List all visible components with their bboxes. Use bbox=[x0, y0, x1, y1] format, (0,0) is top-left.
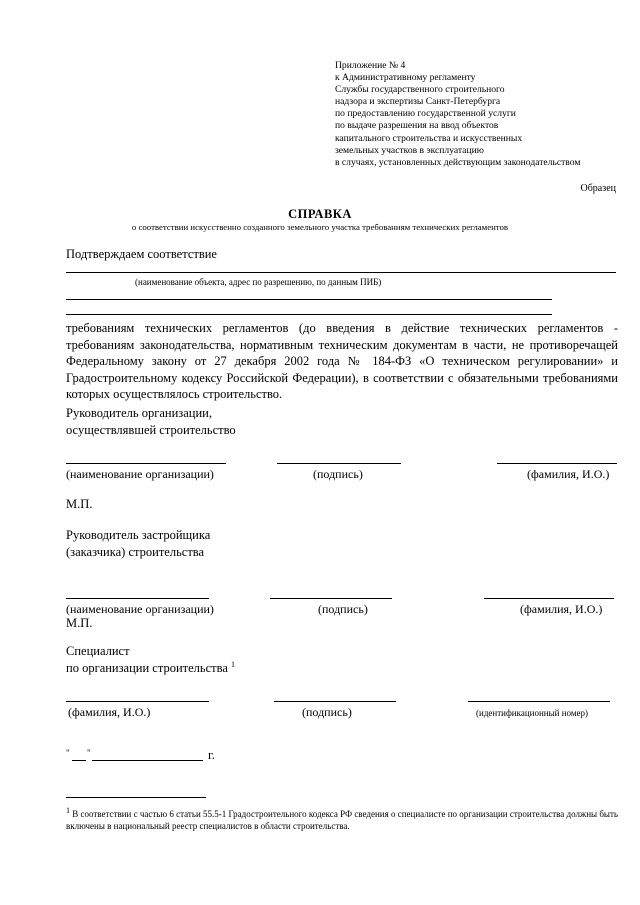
specialist-sign-hint: (подпись) bbox=[302, 705, 352, 719]
developer-sign-hint: (подпись) bbox=[318, 602, 368, 616]
builder-org-hint: (наименование организации) bbox=[66, 467, 214, 481]
confirm-text: Подтверждаем соответствие bbox=[66, 247, 217, 261]
specialist-name-hint: (фамилия, И.О.) bbox=[68, 705, 151, 719]
specialist-label-text: по организации строительства bbox=[66, 661, 228, 676]
builder-head-label-1: Руководитель организации, bbox=[66, 406, 212, 420]
specialist-name-line[interactable] bbox=[66, 701, 209, 702]
appendix-line: по предоставлению государственной услуги bbox=[335, 108, 516, 120]
developer-head-label-2: (заказчика) строительства bbox=[66, 545, 205, 559]
object-name-line-3[interactable] bbox=[66, 314, 552, 315]
appendix-line: надзора и экспертизы Санкт-Петербурга bbox=[335, 96, 501, 108]
object-name-line[interactable] bbox=[66, 272, 616, 273]
builder-head-label-2: осуществлявшей строительство bbox=[66, 423, 236, 437]
builder-sign-line[interactable] bbox=[277, 463, 401, 464]
builder-name-line[interactable] bbox=[497, 463, 617, 464]
specialist-label-1: Специалист bbox=[66, 644, 130, 658]
developer-sign-line[interactable] bbox=[270, 598, 392, 599]
appendix-line: к Административному регламенту bbox=[335, 72, 476, 84]
date-close-quote: " bbox=[87, 748, 91, 758]
appendix-line: по выдаче разрешения на ввод объектов bbox=[335, 120, 499, 132]
builder-stamp: М.П. bbox=[66, 497, 93, 511]
object-hint: (наименование объекта, адрес по разрешению, по данным ПИБ) bbox=[135, 277, 382, 287]
developer-org-hint: (наименование организации) bbox=[66, 602, 214, 616]
footnote-reference: 1 bbox=[231, 660, 236, 669]
specialist-label-2 bbox=[66, 660, 235, 676]
footnote-text: В соответствии с частью 6 статьи 55.5-1 Градостроительного кодекса РФ сведения о специалисте по организации строительства должны быть включены в национальный реестр специалистов в области строительства. bbox=[66, 809, 618, 831]
appendix-line: Приложение № 4 bbox=[335, 60, 406, 71]
developer-stamp: М.П. bbox=[66, 616, 93, 630]
footnote bbox=[66, 805, 622, 832]
developer-name-hint: (фамилия, И.О.) bbox=[520, 602, 603, 616]
builder-sign-hint: (подпись) bbox=[313, 467, 363, 481]
date-day-line[interactable] bbox=[72, 760, 86, 761]
specialist-sign-line[interactable] bbox=[274, 701, 396, 702]
footnote-mark: 1 bbox=[66, 806, 70, 815]
builder-org-line[interactable] bbox=[66, 463, 226, 464]
builder-name-hint: (фамилия, И.О.) bbox=[527, 467, 610, 481]
developer-org-line[interactable] bbox=[66, 598, 209, 599]
appendix-line: земельных участков в эксплуатацию bbox=[335, 144, 484, 156]
appendix-line: в случаях, установленных действующим законодательством bbox=[335, 156, 581, 168]
date-year-suffix: г. bbox=[208, 748, 215, 762]
developer-name-line[interactable] bbox=[484, 598, 614, 599]
object-name-line-2[interactable] bbox=[66, 299, 552, 300]
main-paragraph: требованиям технических регламентов (до введения в действие технических регламентов - требованиям законодательства, нормативным техническим документам в части, не противоречащей Федеральному закону от 27 декабря 2002 года № 184-ФЗ «О техническом регулировании» и Градостроительному кодексу Российской Федерации), в соответствии с обязательными требованиями которых осуществлялось строительство. bbox=[66, 321, 618, 402]
specialist-id-line[interactable] bbox=[468, 701, 610, 702]
date-month-line[interactable] bbox=[92, 760, 203, 761]
document-subtitle: о соответствии искусственно созданного земельного участка требованиям технических регламентов bbox=[131, 222, 509, 232]
appendix-header bbox=[335, 60, 635, 169]
footnote-separator bbox=[66, 797, 206, 798]
appendix-line: Службы государственного строительного bbox=[335, 84, 505, 96]
date-open-quote: " bbox=[66, 748, 70, 758]
specialist-id-hint: (идентификационный номер) bbox=[476, 708, 589, 718]
developer-head-label-1: Руководитель застройщика bbox=[66, 528, 211, 542]
sample-label: Образец bbox=[580, 183, 616, 194]
appendix-line: капитального строительства и искусственных bbox=[335, 132, 523, 144]
document-title: СПРАВКА bbox=[288, 207, 352, 221]
